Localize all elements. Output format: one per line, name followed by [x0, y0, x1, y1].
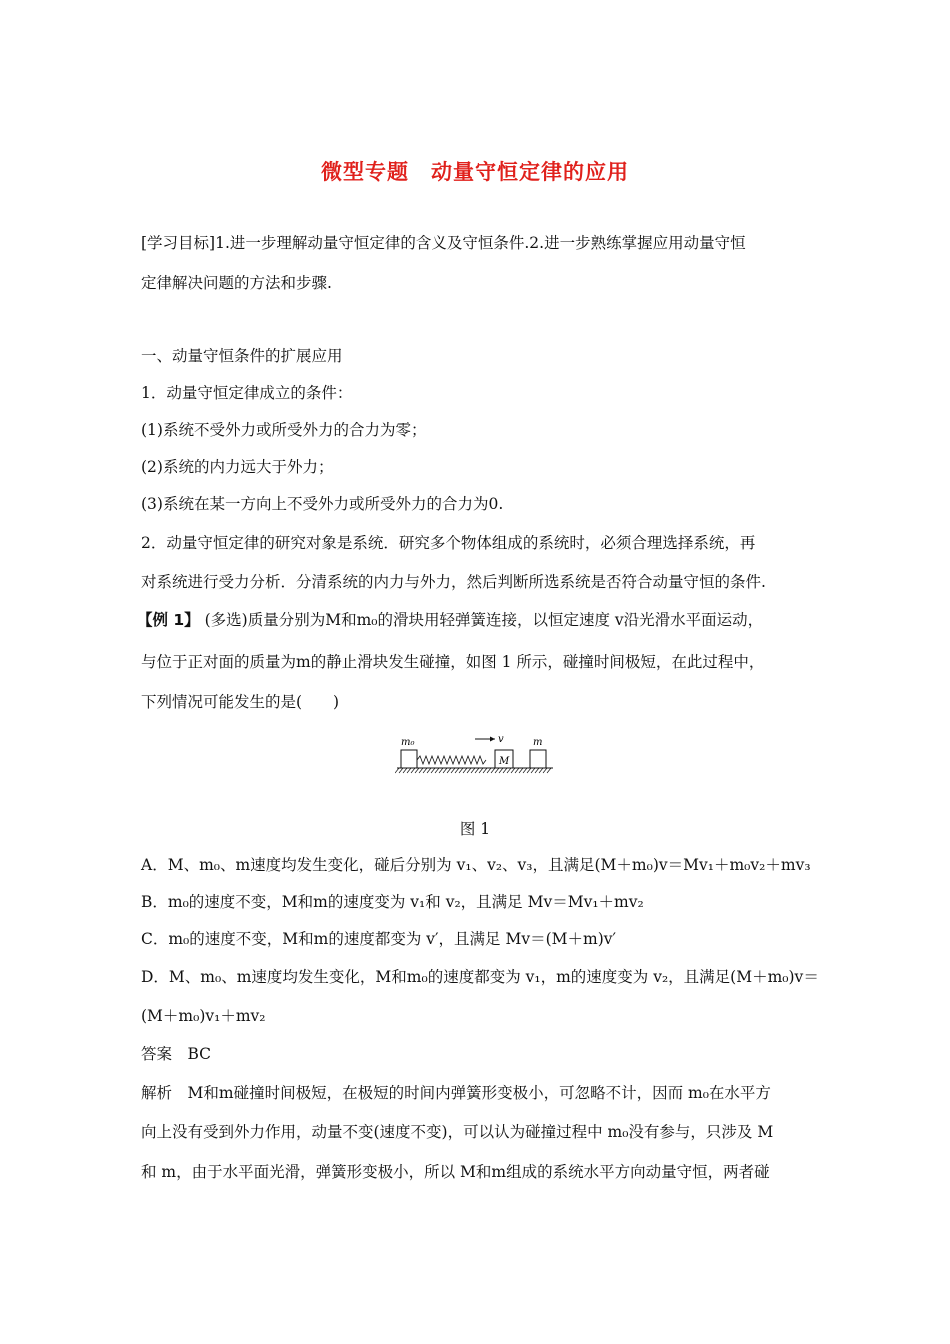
hatch-mark: [491, 768, 495, 773]
hatch-mark: [483, 768, 487, 773]
hatch-mark: [471, 768, 475, 773]
point-2-line-2: 对系统进行受力分析．分清系统的内力与外力，然后判断所选系统是否符合动量守恒的条件.: [141, 573, 766, 591]
hatch-mark: [439, 768, 443, 773]
hatch-mark: [503, 768, 507, 773]
option-d-line-1: D．M、m₀、m速度均发生变化，M和m₀的速度都变为 v₁，m的速度变为 v₂，且满足(M＋m₀)v＝: [141, 968, 819, 986]
hatch-mark: [515, 768, 519, 773]
hatch-mark: [395, 768, 399, 773]
hatch-mark: [407, 768, 411, 773]
example-text-1: (多选)质量分别为M和m₀的滑块用轻弹簧连接，以恒定速度 v沿光滑水平面运动，: [199, 611, 764, 629]
ground-hatching: [395, 768, 551, 773]
hatch-mark: [487, 768, 491, 773]
objectives-line-2: 定律解决问题的方法和步骤.: [141, 274, 332, 292]
hatch-mark: [447, 768, 451, 773]
arrow-head-icon: [490, 737, 495, 742]
analysis-line-3: 和 m，由于水平面光滑，弹簧形变极小，所以 M和m组成的系统水平方向动量守恒，两者碰: [141, 1163, 770, 1181]
hatch-mark: [547, 768, 551, 773]
option-a: A．M、m₀、m速度均发生变化，碰后分别为 v₁、v₂、v₃，且满足(M＋m₀)v＝Mv₁＋m₀v₂＋mv₃: [141, 856, 811, 874]
option-d-line-2: (M＋m₀)v₁＋mv₂: [141, 1007, 266, 1025]
answer: 答案 BC: [141, 1045, 212, 1063]
M-label: M: [499, 756, 510, 767]
hatch-mark: [523, 768, 527, 773]
hatch-mark: [427, 768, 431, 773]
v-label: v: [498, 734, 504, 745]
condition-2: (2)系统的内力远大于外力；: [141, 458, 334, 476]
example-label: 【例 1】: [137, 611, 200, 629]
hatch-mark: [423, 768, 427, 773]
example-line-2: 与位于正对面的质量为m的静止滑块发生碰撞，如图 1 所示，碰撞时间极短，在此过程中，: [141, 653, 765, 671]
example-line-3: 下列情况可能发生的是( ): [141, 693, 340, 711]
collision-figure: [395, 730, 555, 776]
block-m0: [401, 750, 417, 768]
condition-3: (3)系统在某一方向上不受外力或所受外力的合力为0.: [141, 495, 504, 513]
hatch-mark: [411, 768, 415, 773]
hatch-mark: [443, 768, 447, 773]
hatch-mark: [539, 768, 543, 773]
hatch-mark: [399, 768, 403, 773]
objectives-line-1: [学习目标]1.进一步理解动量守恒定律的含义及守恒条件.2.进一步熟练掌握应用动量守恒: [141, 234, 746, 252]
hatch-mark: [507, 768, 511, 773]
page-title: 微型专题 动量守恒定律的应用: [321, 160, 629, 184]
spring: [417, 756, 486, 764]
hatch-mark: [527, 768, 531, 773]
point-1: 1．动量守恒定律成立的条件：: [141, 384, 353, 402]
hatch-mark: [455, 768, 459, 773]
hatch-mark: [499, 768, 503, 773]
section-heading: 一、动量守恒条件的扩展应用: [141, 347, 343, 365]
hatch-mark: [519, 768, 523, 773]
hatch-mark: [435, 768, 439, 773]
m0-label: m₀: [401, 737, 415, 748]
hatch-mark: [475, 768, 479, 773]
option-b: B．m₀的速度不变，M和m的速度变为 v₁和 v₂，且满足 Mv＝Mv₁＋mv₂: [141, 893, 644, 911]
hatch-mark: [479, 768, 483, 773]
example-line-1: [137, 610, 763, 630]
hatch-mark: [511, 768, 515, 773]
hatch-mark: [419, 768, 423, 773]
hatch-mark: [415, 768, 419, 773]
hatch-mark: [531, 768, 535, 773]
hatch-mark: [543, 768, 547, 773]
hatch-mark: [459, 768, 463, 773]
analysis-line-2: 向上没有受到外力作用，动量不变(速度不变)，可以认为碰撞过程中 m₀没有参与，只涉及 M: [141, 1123, 774, 1141]
hatch-mark: [535, 768, 539, 773]
hatch-mark: [495, 768, 499, 773]
figure-caption: 图 1: [459, 820, 491, 838]
point-2-line-1: 2．动量守恒定律的研究对象是系统．研究多个物体组成的系统时，必须合理选择系统，再: [141, 534, 756, 552]
hatch-mark: [403, 768, 407, 773]
hatch-mark: [431, 768, 435, 773]
hatch-mark: [467, 768, 471, 773]
analysis-line-1: 解析 M和m碰撞时间极短，在极短的时间内弹簧形变极小，可忽略不计，因而 m₀在水平方: [141, 1084, 771, 1102]
hatch-mark: [463, 768, 467, 773]
option-c: C．m₀的速度不变，M和m的速度都变为 v′，且满足 Mv＝(M＋m)v′: [141, 930, 617, 948]
block-m: [530, 750, 546, 768]
hatch-mark: [451, 768, 455, 773]
m-label: m: [533, 737, 543, 748]
condition-1: (1)系统不受外力或所受外力的合力为零；: [141, 421, 427, 439]
